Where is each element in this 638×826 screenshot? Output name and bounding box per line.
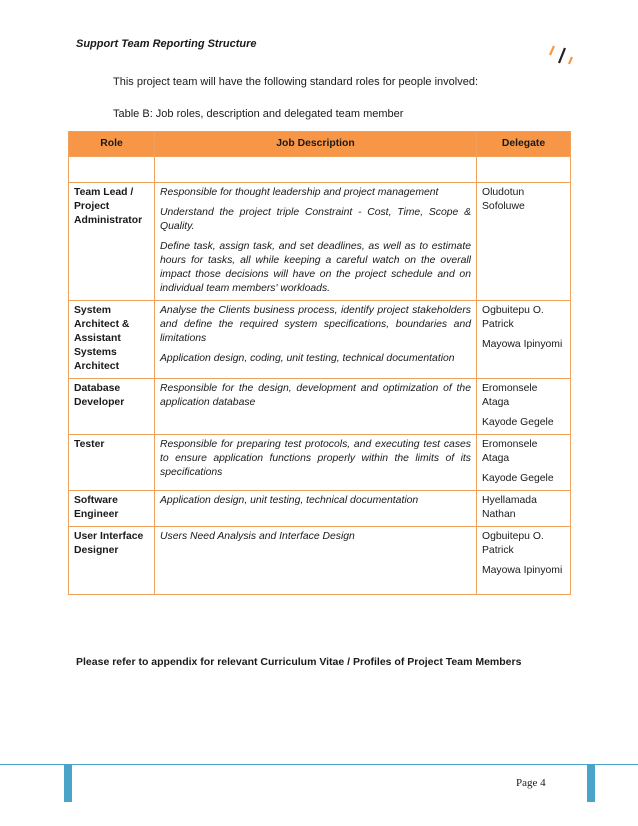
- footer-accent-bar-left: [64, 764, 72, 802]
- appendix-note: Please refer to appendix for relevant Curriculum Vitae / Profiles of Project Team Members: [76, 656, 522, 668]
- delegate-name: Eromonsele Ataga: [482, 383, 538, 408]
- description-line: Analyse the Clients business process, identify project stakeholders and define the required system specifications, boundaries and limitations: [160, 305, 471, 344]
- delegate-name: Ogbuitepu O. Patrick: [482, 531, 544, 556]
- table-row: [69, 379, 571, 435]
- description-cell: [155, 183, 477, 301]
- description-line: Users Need Analysis and Interface Design: [160, 531, 355, 542]
- description-cell: [155, 301, 477, 379]
- footer-divider: [0, 764, 638, 765]
- column-header-description: Job Description: [155, 132, 477, 157]
- header-title: Support Team Reporting Structure: [76, 38, 257, 50]
- delegate-name: Ogbuitepu O. Patrick: [482, 305, 544, 330]
- footer-accent-bar-right: [587, 764, 595, 802]
- delegate-cell: [477, 435, 571, 491]
- column-header-delegate: Delegate: [477, 132, 571, 157]
- table-row: [69, 435, 571, 491]
- role-cell: User Interface Designer: [69, 527, 155, 595]
- role-cell: Software Engineer: [69, 491, 155, 527]
- delegate-name: Kayode Gegele: [482, 473, 554, 484]
- table-row: [69, 301, 571, 379]
- description-line: Application design, coding, unit testing, technical documentation: [160, 353, 455, 364]
- delegate-name: Eromonsele Ataga: [482, 439, 538, 464]
- description-line: Application design, unit testing, technical documentation: [160, 495, 419, 506]
- table-row: [69, 527, 571, 595]
- description-line: Responsible for thought leadership and project management: [160, 187, 439, 198]
- page-number: Page 4: [516, 777, 546, 789]
- description-line: Understand the project triple Constraint - Cost, Time, Scope & Quality.: [160, 207, 471, 232]
- role-cell: Tester: [69, 435, 155, 491]
- delegate-cell: [477, 301, 571, 379]
- table-header-row: [69, 132, 571, 157]
- delegate-name: Mayowa Ipinyomi: [482, 339, 563, 350]
- intro-text: This project team will have the following standard roles for people involved:: [113, 76, 479, 88]
- role-cell: Database Developer: [69, 379, 155, 435]
- description-cell: [155, 379, 477, 435]
- delegate-cell: [477, 527, 571, 595]
- description-line: Define task, assign task, and set deadlines, as well as to estimate hours for tasks, all while keeping a careful watch on the overall impact those decisions will have on the project schedule and on individual team members' workloads.: [160, 241, 471, 294]
- table-cell: [477, 157, 571, 183]
- delegate-cell: [477, 183, 571, 301]
- description-line: Responsible for the design, development and optimization of the application database: [160, 383, 471, 408]
- brand-logo-icon: [548, 42, 574, 68]
- description-line: Responsible for preparing test protocols, and executing test cases to ensure application functions properly within the limits of its specifications: [160, 439, 471, 478]
- blank-row: [69, 157, 571, 183]
- roles-table: [68, 131, 571, 595]
- delegate-cell: [477, 379, 571, 435]
- delegate-name: Mayowa Ipinyomi: [482, 565, 563, 576]
- delegate-name: Hyellamada Nathan: [482, 495, 537, 520]
- delegate-cell: [477, 491, 571, 527]
- delegate-name: Oludotun Sofoluwe: [482, 187, 525, 212]
- description-cell: [155, 435, 477, 491]
- description-cell: [155, 527, 477, 595]
- table-row: [69, 183, 571, 301]
- table-cell: [155, 157, 477, 183]
- column-header-role: Role: [69, 132, 155, 157]
- role-cell: Team Lead / Project Administrator: [69, 183, 155, 301]
- table-cell: [69, 157, 155, 183]
- delegate-name: Kayode Gegele: [482, 417, 554, 428]
- table-row: [69, 491, 571, 527]
- role-cell: System Architect & Assistant Systems Architect: [69, 301, 155, 379]
- table-caption: Table B: Job roles, description and delegated team member: [113, 108, 404, 120]
- description-cell: [155, 491, 477, 527]
